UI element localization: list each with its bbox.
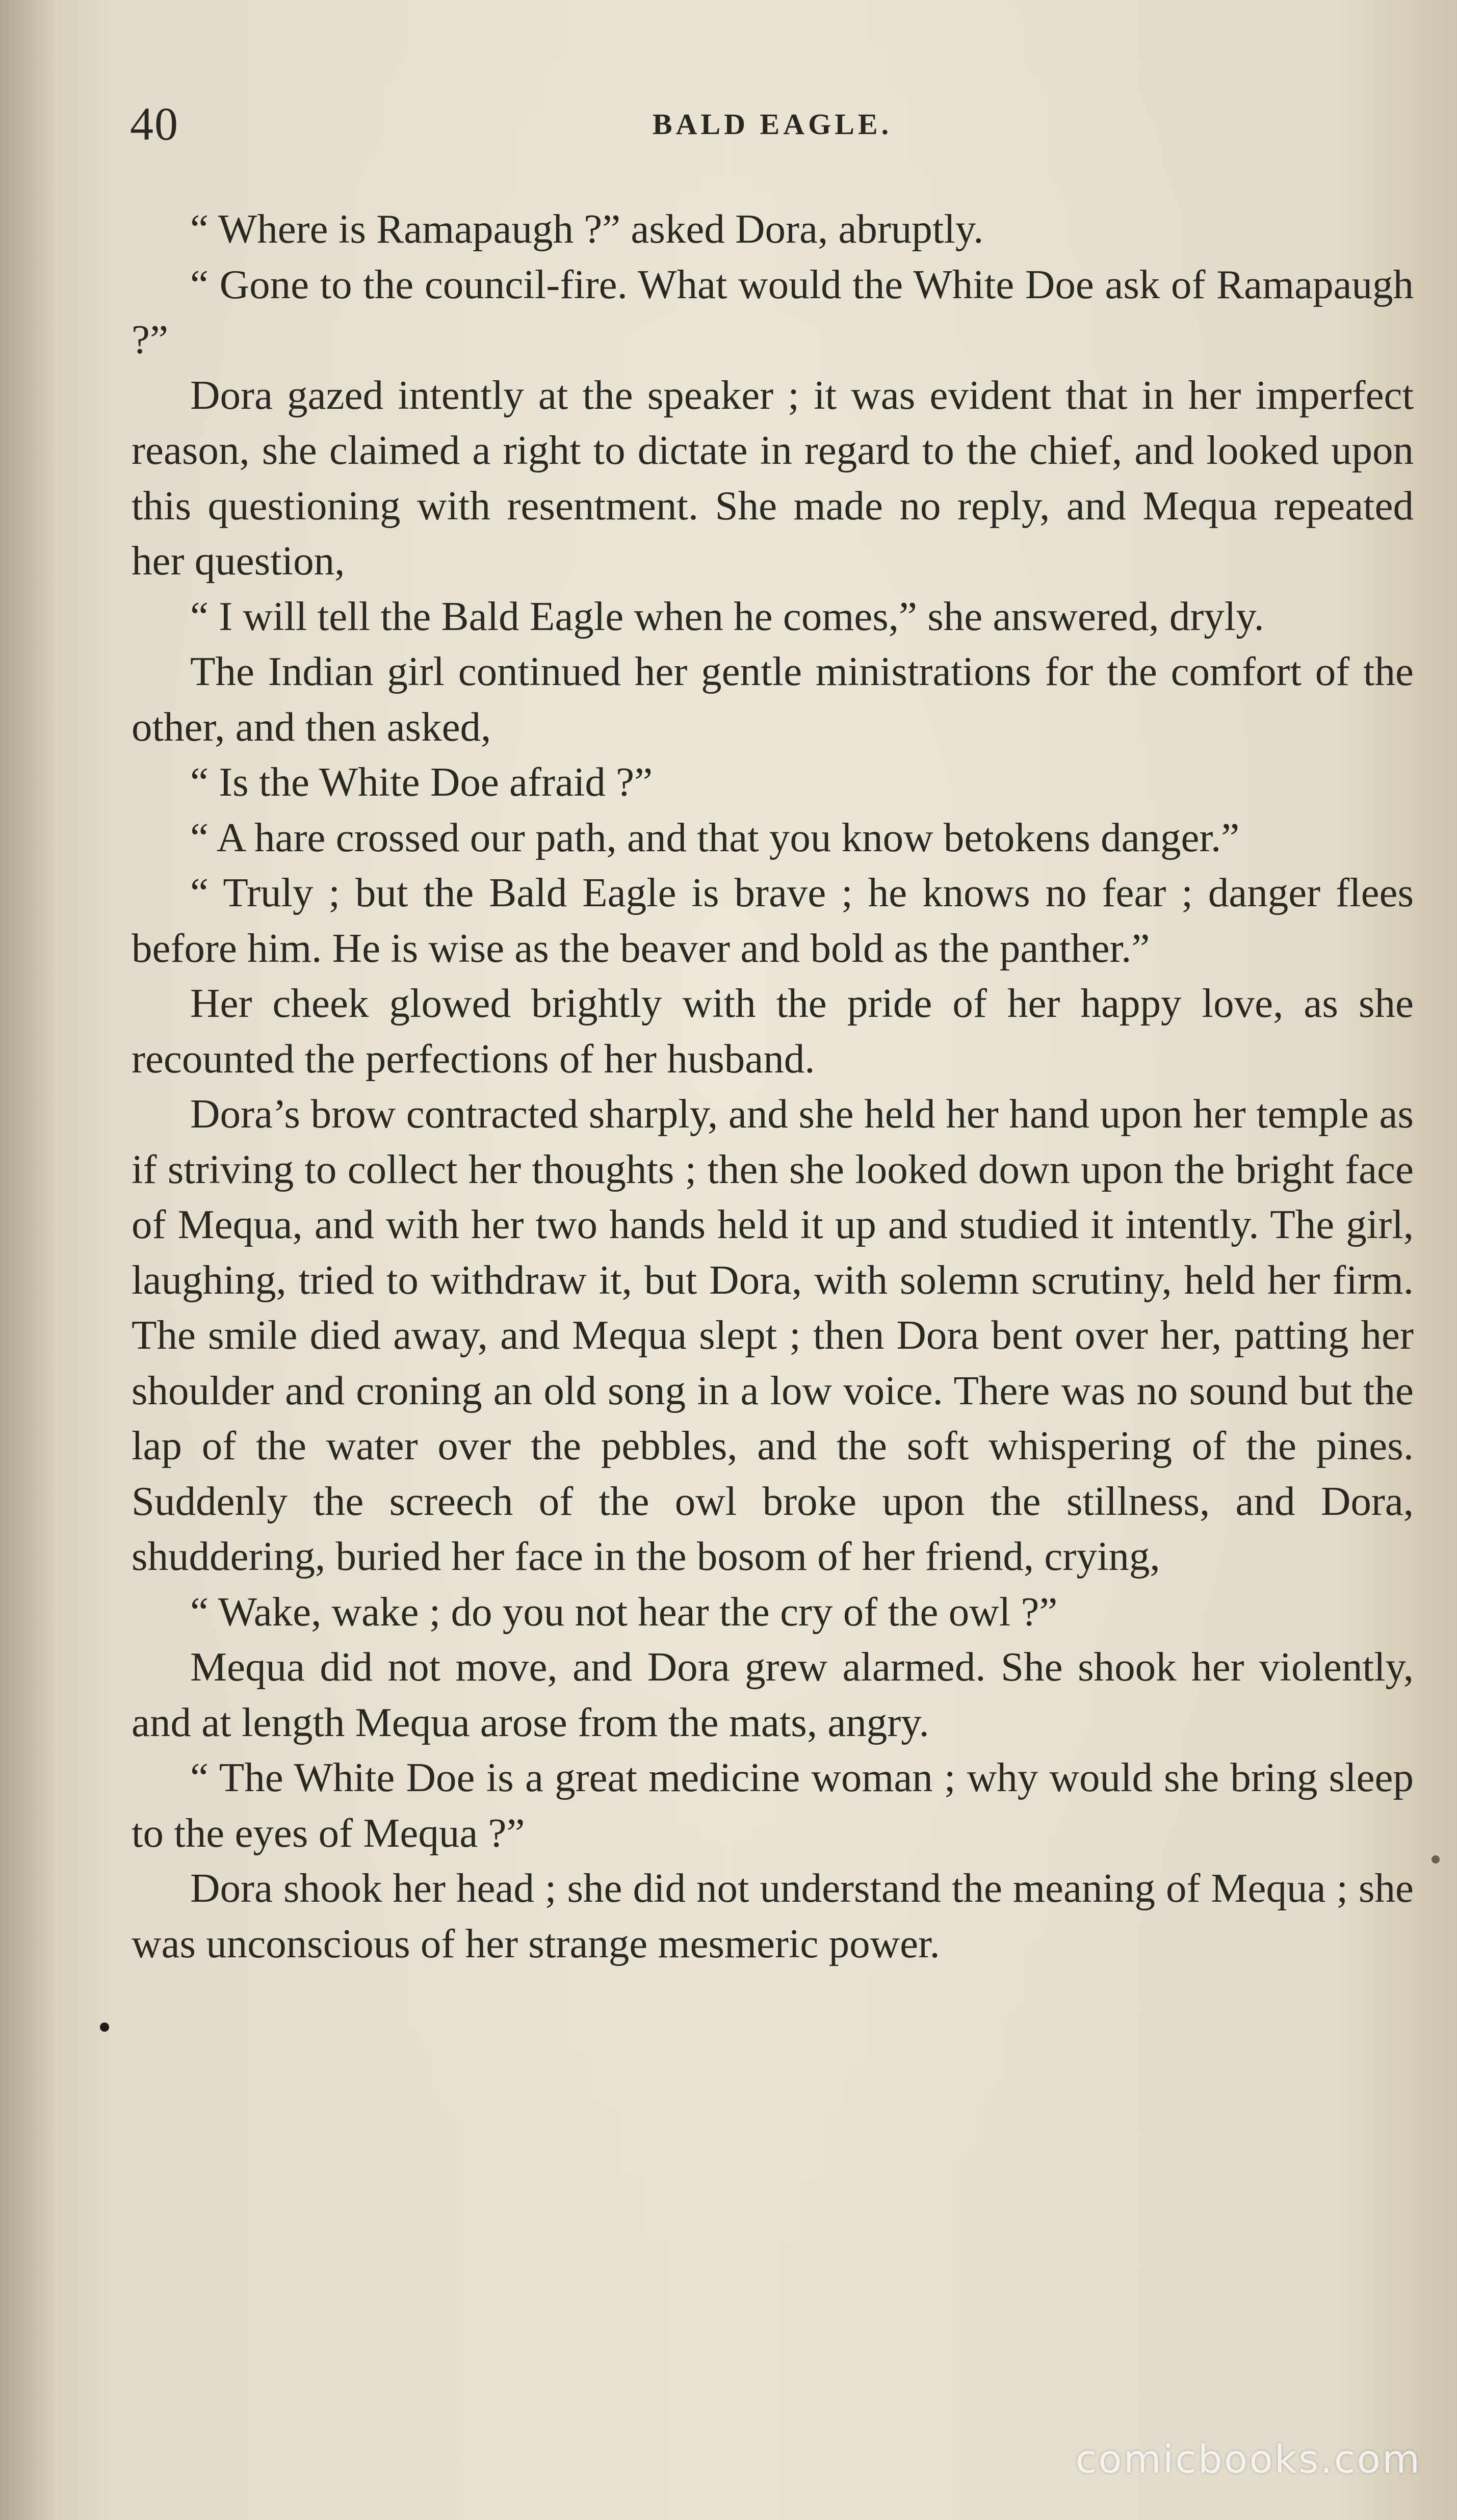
watermark: comicbooks.com [1075,2436,1421,2482]
paragraph-12: Mequa did not move, and Dora grew alarmed. She shook her violently, and at length Mequa arose from the mats, angry. [132,1644,1414,1745]
paragraph-6: “ Is the White Doe afraid ?” [190,759,653,805]
ink-speck [100,2023,109,2032]
paragraph-8: “ Truly ; but the Bald Eagle is brave ; he knows no fear ; danger flees before him. He is wise as the beaver and bold as the panther.” [132,870,1414,971]
paragraph-9: Her cheek glowed brightly with the pride of her happy love, as she recounted the perfections of her husband. [132,980,1414,1082]
paragraph-13: “ The White Doe is a great medicine woman ; why would she bring sleep to the eyes of Mequa ?” [132,1754,1414,1856]
paragraph-2: “ Gone to the council-fire. What would the White Doe ask of Ramapaugh ?” [132,261,1414,362]
paragraph-14: Dora shook her head ; she did not understand the meaning of Mequa ; she was unconscious of her strange mesmeric power. [132,1865,1414,1966]
paragraph-7: “ A hare crossed our path, and that you know betokens danger.” [190,814,1240,860]
paragraph-1: “ Where is Ramapaugh ?” asked Dora, abruptly. [190,206,984,252]
paragraph-10: Dora’s brow contracted sharply, and she held her hand upon her temple as if striving to collect her thoughts ; then she looked down upon the bright face of Mequa, and with her two hands held it up and studied it intently. The girl, laughing, tried to withdraw it, but Dora, with solemn scrutiny, held her firm. The smile died away, and Mequa slept ; then Dora bent over her, patting her shoulder and croning an old song in a low voice. There was no sound but the lap of the water over the pebbles, and the soft whispering of the pines. Suddenly the screech of the owl broke upon the stillness, and Dora, shuddering, buried her face in the bosom of her friend, crying, [132,1091,1414,1579]
paragraph-5: The Indian girl continued her gentle ministrations for the comfort of the other, and then asked, [132,648,1414,750]
ink-speck [1432,1855,1440,1863]
spine-shadow [0,0,56,2520]
page-number: 40 [130,98,179,150]
page-header [130,97,1415,158]
paragraph-3: Dora gazed intently at the speaker ; it was evident that in her imperfect reason, she claimed a right to dictate in regard to the chief, and looked upon this questioning with resentment. She made no reply, and Mequa repeated her question, [132,372,1414,584]
body-text [132,201,1414,1971]
paragraph-11: “ Wake, wake ; do you not hear the cry of the owl ?” [190,1588,1058,1635]
paragraph-4: “ I will tell the Bald Eagle when he comes,” she answered, dryly. [190,593,1264,639]
running-head: BALD EAGLE. [652,108,893,141]
